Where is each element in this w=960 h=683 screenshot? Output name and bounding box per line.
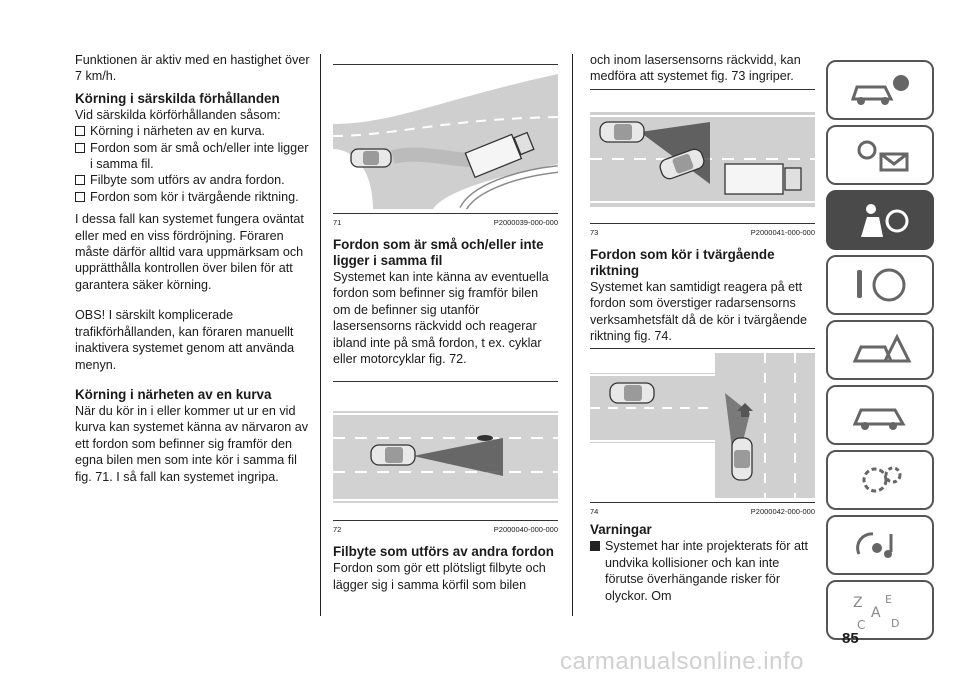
checkbox-bullet-icon	[75, 192, 85, 202]
column-2	[333, 60, 558, 593]
index-icon	[845, 589, 915, 631]
tab-maintenance[interactable]	[826, 385, 934, 445]
list-item: Körning i närheten av en kurva.	[75, 123, 310, 139]
figure-rule	[333, 520, 558, 521]
figure-rule	[590, 223, 815, 224]
maintenance-icon	[845, 394, 915, 436]
figure-rule	[333, 381, 558, 382]
figure-74	[590, 353, 815, 516]
figure-caption: 71 P2000039-000-000	[333, 218, 558, 227]
figure-72	[333, 386, 558, 534]
heading-curve: Körning i närheten av en kurva	[75, 386, 272, 402]
motorcycle-lane-illustration	[333, 386, 558, 516]
lead-text: Vid särskilda körförhållanden såsom:	[75, 107, 281, 122]
heading-lane-change: Filbyte som utförs av andra fordon	[333, 544, 554, 560]
figure-73	[590, 94, 815, 237]
warning-lights-icon	[845, 134, 915, 176]
footer-watermark: carmanualsonline.info	[560, 648, 804, 675]
list-item: Filbyte som utförs av andra fordon.	[75, 172, 310, 188]
column-divider	[572, 54, 573, 616]
heading-small-vehicles: Fordon som är små och/eller inte ligger i samma fil	[333, 237, 544, 268]
heading-warnings: Varningar	[590, 522, 652, 538]
tab-car-info[interactable]	[826, 60, 934, 120]
emergency-icon	[845, 329, 915, 371]
tab-technical-data[interactable]	[826, 450, 934, 510]
tab-multimedia[interactable]	[826, 515, 934, 575]
list-item: Fordon som är små och/eller inte ligger i samma fil.	[75, 140, 310, 173]
figure-caption: 73 P2000041-000-000	[590, 227, 815, 237]
checkbox-bullet-icon	[75, 126, 85, 136]
svg-text:A: A	[871, 605, 881, 621]
technical-data-icon	[845, 459, 915, 501]
paragraph-note: OBS! I särskilt komplicerade trafikförhållanden, kan föraren manuellt inaktivera systemet genom att använda menyn.	[75, 308, 295, 372]
svg-text:E: E	[885, 593, 892, 606]
paragraph-lane-change: Fordon som gör ett plötsligt filbyte och lägger sig i samma körfil som bilen	[333, 561, 546, 592]
figure-caption: 72 P2000040-000-000	[333, 525, 558, 535]
checkbox-bullet-icon	[75, 143, 85, 153]
column-divider	[320, 54, 321, 616]
figure-rule	[590, 348, 815, 349]
column-3	[590, 52, 815, 604]
car-info-icon	[845, 69, 915, 111]
warning-bullet-icon	[590, 541, 600, 551]
safety-airbag-icon	[845, 199, 915, 241]
starting-driving-icon	[845, 264, 915, 306]
chapter-tabs	[826, 60, 960, 645]
checkbox-bullet-icon	[75, 175, 85, 185]
figure-rule	[333, 213, 558, 214]
paragraph-continued: och inom lasersensorns räckvidd, kan medföra att systemet fig. 73 ingriper.	[590, 53, 801, 84]
figure-rule	[333, 64, 558, 65]
figure-71	[333, 69, 558, 227]
multimedia-icon	[845, 524, 915, 566]
list-item: Fordon som kör i tvärgående riktning.	[75, 189, 310, 205]
svg-text:Z: Z	[853, 595, 863, 611]
figure-caption: 74 P2000042-000-000	[590, 507, 815, 517]
svg-text:C: C	[857, 618, 866, 631]
paragraph-small-vehicles: Systemet kan inte känna av eventuella fordon som befinner sig framför bilen om de befinner sig utanför lasersensorns räckvidd och reagerar ibland inte på små fordon, t ex. cyklar eller motorcyklar fig. 72.	[333, 270, 549, 367]
tab-warning-lights[interactable]	[826, 125, 934, 185]
curve-road-illustration	[333, 69, 558, 209]
tab-emergency[interactable]	[826, 320, 934, 380]
paragraph-delay: I dessa fall kan systemet fungera oväntat eller med en viss fördröjning. Föraren måste därför alltid vara uppmärksam och upprätthålla kontrollen över bilen för att garantera säker körning.	[75, 212, 304, 292]
tab-safety[interactable]	[826, 190, 934, 250]
warning-item: Systemet har inte projekterats för att undvika kollisioner och kan inte förutse överhängande risker för olyckor. Om	[590, 538, 815, 604]
figure-rule	[590, 89, 815, 90]
crossing-traffic-illustration	[590, 353, 815, 498]
page-number: 85	[842, 630, 859, 647]
figure-rule	[590, 502, 815, 503]
svg-text:D: D	[891, 617, 900, 630]
intro-text: Funktionen är aktiv med en hastighet över 7 km/h.	[75, 53, 310, 84]
heading-crossing: Fordon som kör i tvärgående riktning	[590, 246, 775, 278]
column-1	[75, 52, 310, 485]
heading-special-conditions: Körning i särskilda förhållanden	[75, 90, 280, 106]
tab-starting-driving[interactable]	[826, 255, 934, 315]
paragraph-crossing: Systemet kan samtidigt reagera på ett fordon som överstiger radarsensorns verksamhetsfält då de kör i tvärgående riktning fig. 74.	[590, 279, 808, 344]
paragraph-curve: När du kör in i eller kommer ut ur en vid kurva kan systemet känna av närvaron av ett fordon som befinner sig framför den egna bilen men som inte kör i samma fil fig. 71. I så fall kan systemet ingripa.	[75, 403, 309, 484]
lane-cut-in-illustration	[590, 94, 815, 219]
